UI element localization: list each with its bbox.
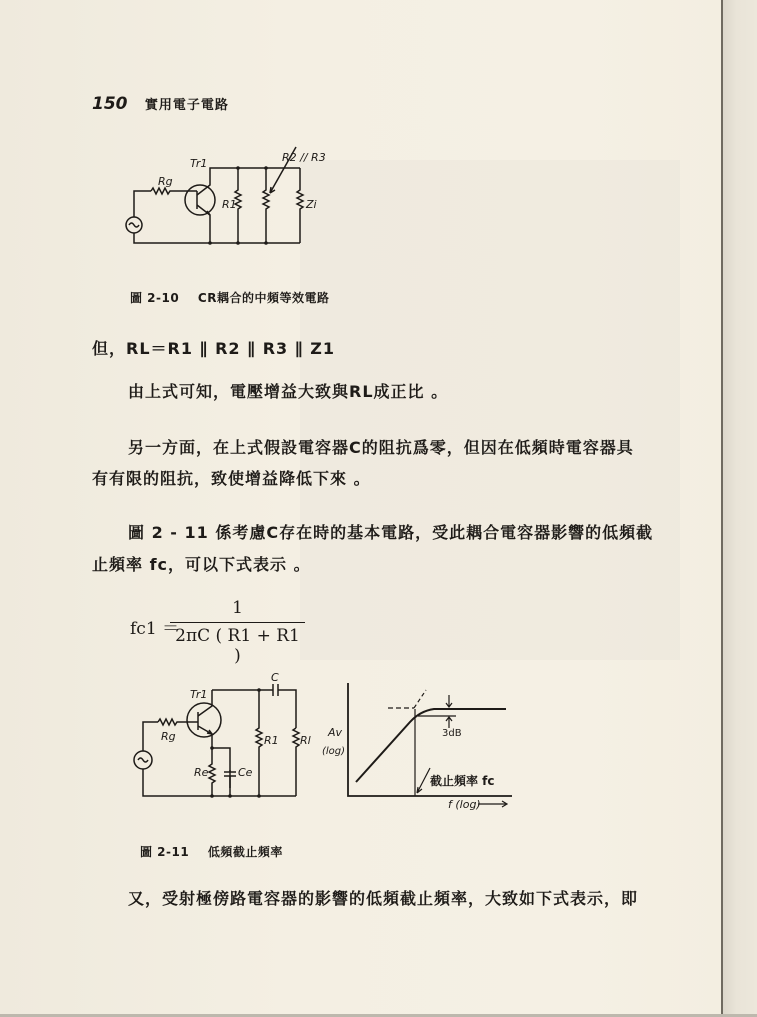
- figure-2-10-number: 圖 2-10: [130, 291, 180, 305]
- page-number: 150: [92, 94, 128, 114]
- paragraph-2-line-1: 另一方面，在上式假設電容器C的阻抗爲零，但因在低頻時電容器具: [128, 438, 634, 457]
- page-header: [92, 94, 229, 114]
- figure-2-11-graph: [322, 680, 520, 820]
- label-ce: Ce: [238, 766, 253, 779]
- figure-2-10-caption: [130, 289, 329, 306]
- formula-lhs: fc1 ＝: [130, 619, 180, 639]
- label-tr1: Tr1: [190, 688, 208, 701]
- label-rg: Rg: [158, 175, 173, 188]
- paragraph-3-line-1: 圖 2 - 11 係考慮C存在時的基本電路，受此耦合電容器影響的低頻截: [128, 523, 654, 542]
- formula-numerator: 1: [232, 598, 243, 618]
- label-c: C: [271, 671, 279, 684]
- paragraph-1: 由上式可知，電壓增益大致與RL成正比 。: [128, 382, 449, 401]
- cutoff-label: 截止頻率 fc: [430, 774, 495, 788]
- figure-2-10-title: CR耦合的中頻等效電路: [197, 291, 330, 305]
- label-re: Re: [194, 766, 209, 779]
- y-axis-scale: (log): [322, 746, 346, 757]
- figure-2-11-circuit: [128, 672, 328, 807]
- label-rl: Rl: [300, 734, 311, 747]
- label-r1: R1: [222, 198, 237, 211]
- y-axis-label: Av: [328, 726, 343, 739]
- label-tr1: Tr1: [190, 157, 208, 170]
- bleed-through-shadow: [300, 160, 680, 660]
- label-r1: R1: [264, 734, 279, 747]
- figure-2-11-caption: [140, 843, 283, 860]
- running-title: 實用電子電路: [144, 98, 229, 113]
- label-r2-r3: R2 // R3: [282, 151, 326, 164]
- paragraph-2-line-2: 有有限的阻抗，致使增益降低下來 。: [92, 469, 371, 488]
- drop-label: 3dB: [442, 728, 462, 739]
- rl-equation: 但，RL＝R1 ∥ R2 ∥ R3 ∥ Z1: [92, 339, 336, 358]
- next-page-edge: [723, 0, 757, 1017]
- formula-denominator: 2πC ( R1 + R1 ): [175, 626, 300, 666]
- x-axis-label: f (log): [448, 798, 481, 811]
- figure-2-11-number: 圖 2-11: [140, 845, 190, 859]
- formula-fraction: [170, 598, 305, 666]
- figure-2-11-title: 低頻截止頻率: [207, 845, 283, 859]
- paragraph-4: 又，受射極傍路電容器的影響的低頻截止頻率，大致如下式表示，即: [128, 889, 639, 908]
- paragraph-3-line-2: 止頻率 fc，可以下式表示 。: [92, 555, 311, 574]
- figure-2-10-circuit: [118, 145, 326, 255]
- label-rg: Rg: [161, 730, 176, 743]
- fraction-bar: [170, 622, 305, 623]
- label-zi: Zi: [306, 198, 317, 211]
